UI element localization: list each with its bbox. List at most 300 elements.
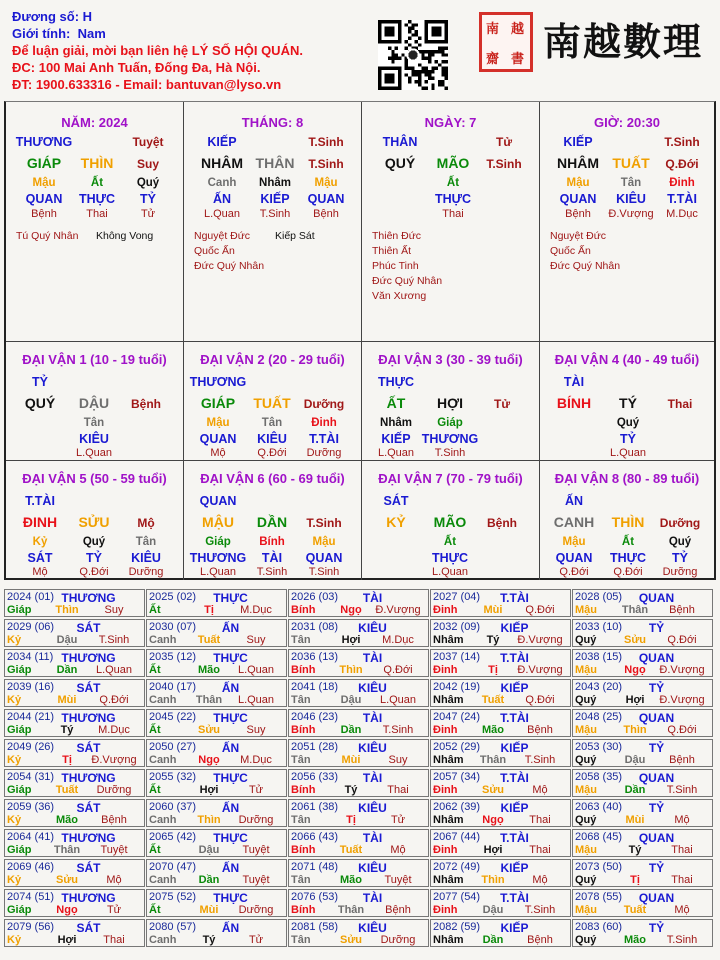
- year-stem: Mậu: [575, 844, 597, 856]
- dai-van-cell-4: [540, 342, 714, 461]
- year-ten-god: THƯƠNG: [61, 831, 116, 845]
- year-ten-god: KIÊU: [358, 741, 387, 755]
- year-ten-god: T.TÀI: [500, 591, 529, 605]
- year-cell[interactable]: [288, 769, 429, 797]
- dai-van-cell-3: [362, 342, 540, 461]
- year-stem: Tân: [291, 934, 311, 946]
- shensha-star: Phúc Tinh: [372, 260, 419, 272]
- year-branch: Mão: [198, 664, 220, 676]
- year-cell[interactable]: [4, 889, 145, 917]
- year-stage: Tuyệt: [384, 874, 412, 886]
- year-branch: Tý: [344, 784, 358, 796]
- year-branch: Ngọ: [340, 604, 362, 616]
- shensha-star: Quốc Ấn: [194, 245, 235, 257]
- year-cell[interactable]: [146, 799, 287, 827]
- year-cell[interactable]: [572, 769, 713, 797]
- year-ten-god: ẤN: [221, 621, 240, 635]
- year-label: 2027 (04): [433, 591, 481, 603]
- dai-van-ten-god: ẤN: [564, 494, 584, 508]
- shensha-star: Nguyệt Đức: [194, 230, 251, 242]
- dai-van-hidden-stem: Quý: [82, 536, 106, 548]
- year-stem: Kỷ: [7, 634, 22, 646]
- year-cell[interactable]: [146, 829, 287, 857]
- contact-line: Để luận giải, mời bạn liên hệ LÝ SỐ HỘI QUÁN.: [12, 43, 303, 58]
- qr-code-icon[interactable]: [378, 20, 448, 90]
- year-ten-god: TÀI: [362, 711, 383, 725]
- year-branch: Tị: [346, 814, 356, 826]
- year-stage: Tuyệt: [242, 874, 270, 886]
- dai-van-hidden-stage: Mộ: [32, 566, 48, 578]
- earthly-branch: THÂN: [255, 155, 295, 171]
- dai-van-hidden-god: TỶ: [620, 432, 636, 446]
- year-stage: Dưỡng: [238, 814, 274, 826]
- year-branch: Thìn: [339, 664, 363, 676]
- year-stage: L.Quan: [237, 664, 275, 676]
- ten-god-stem: KIẾP: [563, 135, 593, 149]
- year-stage: T.Sinh: [666, 784, 698, 796]
- hidden-stage: T.Sinh: [259, 208, 291, 220]
- hidden-stage: Tử: [140, 208, 156, 220]
- dai-van-hidden-stage: L.Quan: [199, 566, 237, 578]
- year-label: 2039 (16): [7, 681, 55, 693]
- year-cell[interactable]: [4, 589, 145, 617]
- dai-van-cell-2: [184, 342, 362, 461]
- year-branch: Hợi: [625, 694, 645, 706]
- year-ten-god: QUAN: [638, 771, 675, 785]
- year-cell[interactable]: [430, 769, 571, 797]
- hidden-stage: Thai: [86, 208, 108, 220]
- year-ten-god: TỶ: [648, 921, 665, 935]
- year-stem: Đinh: [433, 784, 458, 796]
- year-label: 2033 (10): [575, 621, 623, 633]
- year-branch: Tị: [62, 754, 72, 766]
- dai-van-hidden-god: TÀI: [261, 551, 283, 565]
- shensha-star: Thiên Ất: [372, 245, 412, 257]
- stem-stage: Tuyệt: [132, 135, 164, 149]
- year-ten-god: TÀI: [362, 591, 383, 605]
- year-ten-god: THƯƠNG: [61, 711, 116, 725]
- year-label: 2049 (26): [7, 741, 55, 753]
- seal-stamp: 南 越 齋 書: [479, 12, 533, 72]
- year-cell[interactable]: [572, 919, 713, 947]
- year-ten-god: THƯƠNG: [61, 771, 116, 785]
- year-stem: Ất: [149, 604, 161, 616]
- year-cell[interactable]: [288, 799, 429, 827]
- dai-van-hidden-stage: Q.Đới: [613, 566, 643, 578]
- year-stage: Q.Đới: [525, 694, 555, 706]
- year-label: 2031 (08): [291, 621, 339, 633]
- year-ten-god: T.TÀI: [500, 771, 529, 785]
- year-ten-god: ẤN: [221, 801, 240, 815]
- year-cell[interactable]: [288, 919, 429, 947]
- dai-van-hidden-god: T.TÀI: [309, 432, 339, 446]
- dai-van-stage: Thai: [667, 397, 693, 411]
- shensha-star: Nguyệt Đức: [550, 230, 607, 242]
- year-label: 2057 (34): [433, 771, 481, 783]
- year-label: 2053 (30): [575, 741, 623, 753]
- year-cell[interactable]: [4, 649, 145, 677]
- year-stage: M.Dục: [240, 604, 272, 616]
- year-label: 2025 (02): [149, 591, 197, 603]
- hidden-stage: Thai: [442, 208, 464, 220]
- year-branch: Mão: [482, 724, 504, 736]
- year-branch: Tuất: [55, 784, 79, 796]
- year-cell[interactable]: [288, 679, 429, 707]
- year-cell[interactable]: [146, 919, 287, 947]
- dai-van-stem: ẤT: [386, 395, 406, 411]
- year-cell[interactable]: [430, 799, 571, 827]
- dai-van-cell-1: [6, 342, 184, 461]
- year-branch: Tuất: [197, 634, 221, 646]
- year-branch: Tý: [202, 934, 216, 946]
- year-stage: Tử: [248, 784, 264, 796]
- stem-stage: T.Sinh: [308, 135, 344, 149]
- year-branch: Mão: [56, 814, 78, 826]
- dai-van-stage: T.Sinh: [306, 516, 342, 530]
- year-ten-god: SÁT: [76, 921, 101, 935]
- year-cell[interactable]: [430, 859, 571, 887]
- year-branch: Tý: [486, 634, 500, 646]
- year-stage: Mộ: [532, 784, 548, 796]
- year-stem: Giáp: [7, 664, 32, 676]
- year-branch: Hợi: [483, 844, 503, 856]
- year-branch: Dậu: [340, 694, 362, 706]
- year-branch: Thìn: [481, 874, 505, 886]
- year-stem: Bính: [291, 784, 316, 796]
- year-label: 2063 (40): [575, 801, 623, 813]
- year-stem: Mậu: [575, 604, 597, 616]
- year-cell[interactable]: [288, 649, 429, 677]
- year-ten-god: KIẾP: [500, 921, 529, 935]
- dai-van-branch: SỬU: [78, 514, 110, 530]
- year-stage: Thai: [103, 934, 125, 946]
- year-label: 2071 (48): [291, 861, 339, 873]
- year-stage: Bệnh: [669, 604, 695, 616]
- year-cell[interactable]: [572, 889, 713, 917]
- chart-table: [4, 101, 716, 580]
- year-ten-god: ẤN: [221, 741, 240, 755]
- dai-van-hidden-stem: Mậu: [562, 536, 586, 548]
- year-cell[interactable]: [146, 589, 287, 617]
- dai-van-hidden-stem: Giáp: [437, 417, 463, 429]
- hidden-stem: Mậu: [566, 177, 590, 189]
- year-cell[interactable]: [146, 709, 287, 737]
- year-label: 2080 (57): [149, 921, 197, 933]
- year-branch: Dần: [198, 874, 220, 886]
- year-stage: Đ.Vượng: [659, 694, 705, 706]
- hidden-stage: Bệnh: [313, 208, 339, 220]
- year-cell[interactable]: [430, 709, 571, 737]
- year-cell[interactable]: [288, 709, 429, 737]
- branch-stage: T.Sinh: [308, 157, 344, 171]
- year-stem: Canh: [149, 934, 177, 946]
- year-branch: Mùi: [341, 754, 361, 766]
- shensha-star: Thiên Đức: [372, 230, 422, 242]
- dai-van-branch: DẬU: [78, 395, 110, 411]
- branch-stage: T.Sinh: [486, 157, 522, 171]
- dai-van-hidden-stem: Tân: [135, 536, 157, 548]
- year-label: 2040 (17): [149, 681, 197, 693]
- dai-van-ten-god: QUAN: [199, 494, 237, 508]
- phone-email-line: ĐT: 1900.633316 - Email: bantuvan@lyso.vn: [12, 77, 282, 92]
- year-cell[interactable]: [4, 919, 145, 947]
- year-label: 2041 (18): [291, 681, 339, 693]
- year-stem: Kỷ: [7, 874, 22, 886]
- year-ten-god: KIÊU: [358, 861, 387, 875]
- dai-van-hidden-stem: Bính: [259, 536, 285, 548]
- year-cell[interactable]: [572, 799, 713, 827]
- year-ten-god: QUAN: [638, 711, 675, 725]
- year-cell[interactable]: [146, 889, 287, 917]
- year-ten-god: T.TÀI: [500, 831, 529, 845]
- year-ten-god: ẤN: [221, 921, 240, 935]
- year-branch: Ngọ: [624, 664, 646, 676]
- year-ten-god: THƯƠNG: [61, 591, 116, 605]
- hidden-ten-god: KIẾP: [260, 192, 290, 206]
- year-cell[interactable]: [4, 859, 145, 887]
- dai-van-stem: CANH: [553, 514, 595, 530]
- year-stage: T.Sinh: [524, 904, 556, 916]
- year-ten-god: THƯƠNG: [61, 651, 116, 665]
- year-cell[interactable]: [4, 679, 145, 707]
- year-cell[interactable]: [430, 739, 571, 767]
- year-cell[interactable]: [4, 799, 145, 827]
- dai-van-hidden-stage: Mộ: [210, 447, 226, 459]
- year-cell[interactable]: [288, 739, 429, 767]
- year-cell[interactable]: [572, 589, 713, 617]
- year-stage: Tuyệt: [242, 844, 270, 856]
- year-stage: Suy: [104, 604, 124, 616]
- year-label: 2050 (27): [149, 741, 197, 753]
- year-stage: Suy: [246, 724, 266, 736]
- dai-van-hidden-stem: Quý: [616, 417, 640, 429]
- pillar-title: NĂM: 2024: [61, 115, 128, 130]
- dai-van-hidden-stem: Kỷ: [32, 536, 48, 548]
- hidden-ten-god: TỶ: [140, 192, 156, 206]
- year-label: 2030 (07): [149, 621, 197, 633]
- year-stem: Đinh: [433, 664, 458, 676]
- year-label: 2064 (41): [7, 831, 55, 843]
- year-stem: Bính: [291, 904, 316, 916]
- year-label: 2048 (25): [575, 711, 623, 723]
- year-cell[interactable]: [430, 829, 571, 857]
- dai-van-branch: DẦN: [256, 514, 288, 530]
- dai-van-stem: KỶ: [386, 514, 406, 530]
- year-cell[interactable]: [572, 859, 713, 887]
- year-cell[interactable]: [430, 889, 571, 917]
- year-branch: Mùi: [483, 604, 503, 616]
- year-ten-god: SÁT: [76, 801, 101, 815]
- year-label: 2052 (29): [433, 741, 481, 753]
- year-ten-god: QUAN: [638, 651, 675, 665]
- year-cell[interactable]: [146, 859, 287, 887]
- year-cell[interactable]: [146, 619, 287, 647]
- year-ten-god: TỶ: [648, 741, 665, 755]
- year-branch: Dần: [56, 664, 78, 676]
- year-branch: Thìn: [197, 814, 221, 826]
- year-ten-god: KIÊU: [358, 681, 387, 695]
- year-label: 2032 (09): [433, 621, 481, 633]
- year-ten-god: QUAN: [638, 891, 675, 905]
- year-cell[interactable]: [4, 829, 145, 857]
- year-stage: Bệnh: [385, 904, 411, 916]
- year-branch: Sửu: [481, 784, 505, 796]
- year-cell[interactable]: [430, 619, 571, 647]
- year-stage: Bệnh: [527, 934, 553, 946]
- year-stage: T.Sinh: [524, 754, 556, 766]
- year-cell[interactable]: [4, 709, 145, 737]
- year-label: 2036 (13): [291, 651, 339, 663]
- year-cell[interactable]: [572, 709, 713, 737]
- year-stage: Mộ: [674, 904, 690, 916]
- dai-van-cell-5: [6, 461, 184, 580]
- year-label: 2055 (32): [149, 771, 197, 783]
- year-cell[interactable]: [430, 919, 571, 947]
- year-cell[interactable]: [288, 829, 429, 857]
- year-cell[interactable]: [146, 769, 287, 797]
- year-label: 2072 (49): [433, 861, 481, 873]
- dai-van-hidden-stem: Tân: [261, 417, 283, 429]
- year-cell[interactable]: [146, 739, 287, 767]
- year-label: 2029 (06): [7, 621, 55, 633]
- dai-van-hidden-god: SÁT: [27, 551, 53, 565]
- year-cell[interactable]: [572, 619, 713, 647]
- dai-van-stage: Tử: [493, 397, 511, 411]
- year-branch: Thân: [53, 844, 81, 856]
- year-cell[interactable]: [146, 649, 287, 677]
- dai-van-hidden-god: QUAN: [305, 551, 343, 565]
- year-stem: Tân: [291, 694, 311, 706]
- year-label: 2060 (37): [149, 801, 197, 813]
- year-ten-god: THỰC: [213, 771, 248, 785]
- year-stem: Ất: [149, 724, 161, 736]
- dai-van-stage: Dưỡng: [303, 397, 345, 411]
- shensha-star: Đức Quý Nhân: [372, 275, 443, 287]
- year-branch: Ngọ: [56, 904, 78, 916]
- dai-van-hidden-god: KIÊU: [131, 551, 161, 565]
- heavenly-stem: NHÂM: [557, 155, 599, 171]
- branch-stage: Q.Đới: [665, 157, 699, 171]
- year-branch: Hợi: [57, 934, 77, 946]
- year-stem: Mậu: [575, 664, 597, 676]
- year-ten-god: QUAN: [638, 831, 675, 845]
- year-stage: T.Sinh: [382, 724, 414, 736]
- dai-van-ten-god: SÁT: [383, 494, 409, 508]
- dai-van-hidden-god: KIẾP: [381, 432, 411, 446]
- year-cell[interactable]: [430, 679, 571, 707]
- year-ten-god: KIẾP: [500, 681, 529, 695]
- dai-van-hidden-stem: Mậu: [206, 417, 230, 429]
- stem-stage: Tử: [495, 135, 513, 149]
- dai-van-hidden-stage: Q.Đới: [559, 566, 589, 578]
- year-stage: Q.Đới: [383, 664, 413, 676]
- year-label: 2038 (15): [575, 651, 623, 663]
- dai-van-title: ĐẠI VẬN 2 (20 - 29 tuổi): [200, 352, 345, 367]
- year-label: 2066 (43): [291, 831, 339, 843]
- dai-van-hidden-stage: L.Quan: [431, 566, 469, 578]
- year-branch: Sửu: [55, 874, 79, 886]
- year-label: 2070 (47): [149, 861, 197, 873]
- year-branch: Ngọ: [198, 754, 220, 766]
- dai-van-hidden-stage: Dưỡng: [128, 566, 164, 578]
- dai-van-hidden-stem: Giáp: [205, 536, 231, 548]
- year-ten-god: THỰC: [213, 831, 248, 845]
- pillar-cell-3: [362, 102, 540, 342]
- year-label: 2079 (56): [7, 921, 55, 933]
- year-ten-god: KIẾP: [500, 741, 529, 755]
- hidden-ten-god: QUAN: [25, 192, 63, 206]
- year-cell[interactable]: [4, 769, 145, 797]
- year-cell[interactable]: [572, 829, 713, 857]
- year-label: 2083 (60): [575, 921, 623, 933]
- year-cell[interactable]: [288, 619, 429, 647]
- year-cell[interactable]: [430, 649, 571, 677]
- dai-van-ten-god: THỰC: [377, 375, 415, 389]
- year-stage: Dưỡng: [380, 934, 416, 946]
- year-stage: Đ.Vượng: [91, 754, 137, 766]
- year-stem: Canh: [149, 634, 177, 646]
- year-stage: Đ.Vượng: [517, 634, 563, 646]
- year-stage: M.Dục: [382, 634, 414, 646]
- year-label: 2065 (42): [149, 831, 197, 843]
- year-cell[interactable]: [572, 679, 713, 707]
- pillar-title: GIỜ: 20:30: [593, 115, 660, 130]
- dai-van-stage: Dưỡng: [659, 516, 701, 530]
- dai-van-hidden-stem: Nhâm: [380, 417, 412, 429]
- year-ten-god: KIẾP: [500, 621, 529, 635]
- year-ten-god: TÀI: [362, 771, 383, 785]
- shensha-star: Tú Quý Nhân: [16, 230, 79, 242]
- year-stem: Kỷ: [7, 814, 22, 826]
- dai-van-hidden-god: QUAN: [555, 551, 593, 565]
- dai-van-hidden-stage: T.Sinh: [308, 566, 340, 578]
- year-cell[interactable]: [572, 739, 713, 767]
- dai-van-stage: Bệnh: [131, 397, 161, 411]
- year-stem: Giáp: [7, 844, 32, 856]
- year-cell[interactable]: [4, 739, 145, 767]
- dai-van-stem: MẬU: [202, 514, 234, 530]
- year-cell[interactable]: [288, 589, 429, 617]
- year-stem: Giáp: [7, 904, 32, 916]
- hidden-ten-god: QUAN: [559, 192, 597, 206]
- year-cell[interactable]: [146, 679, 287, 707]
- year-stem: Nhâm: [433, 814, 464, 826]
- year-cell[interactable]: [572, 649, 713, 677]
- dai-van-ten-god: THƯƠNG: [189, 375, 247, 389]
- year-stem: Ất: [149, 844, 161, 856]
- year-stem: Ất: [149, 904, 161, 916]
- year-ten-god: ẤN: [221, 681, 240, 695]
- year-label: 2059 (36): [7, 801, 55, 813]
- year-stem: Quý: [575, 934, 597, 946]
- year-label: 2067 (44): [433, 831, 481, 843]
- hidden-stem: Tân: [620, 177, 642, 189]
- year-stage: Suy: [388, 754, 408, 766]
- hidden-stage: Bệnh: [31, 208, 57, 220]
- dai-van-hidden-stage: L.Quan: [377, 447, 415, 459]
- year-ten-god: T.TÀI: [500, 711, 529, 725]
- year-cell[interactable]: [430, 589, 571, 617]
- year-cell[interactable]: [288, 859, 429, 887]
- year-branch: Mùi: [57, 694, 77, 706]
- year-cell[interactable]: [4, 619, 145, 647]
- heavenly-stem: NHÂM: [201, 155, 243, 171]
- year-ten-god: QUAN: [638, 591, 675, 605]
- year-label: 2078 (55): [575, 891, 623, 903]
- pillar-title: NGÀY: 7: [424, 115, 477, 130]
- year-ten-god: TỶ: [648, 681, 665, 695]
- year-cell[interactable]: [288, 889, 429, 917]
